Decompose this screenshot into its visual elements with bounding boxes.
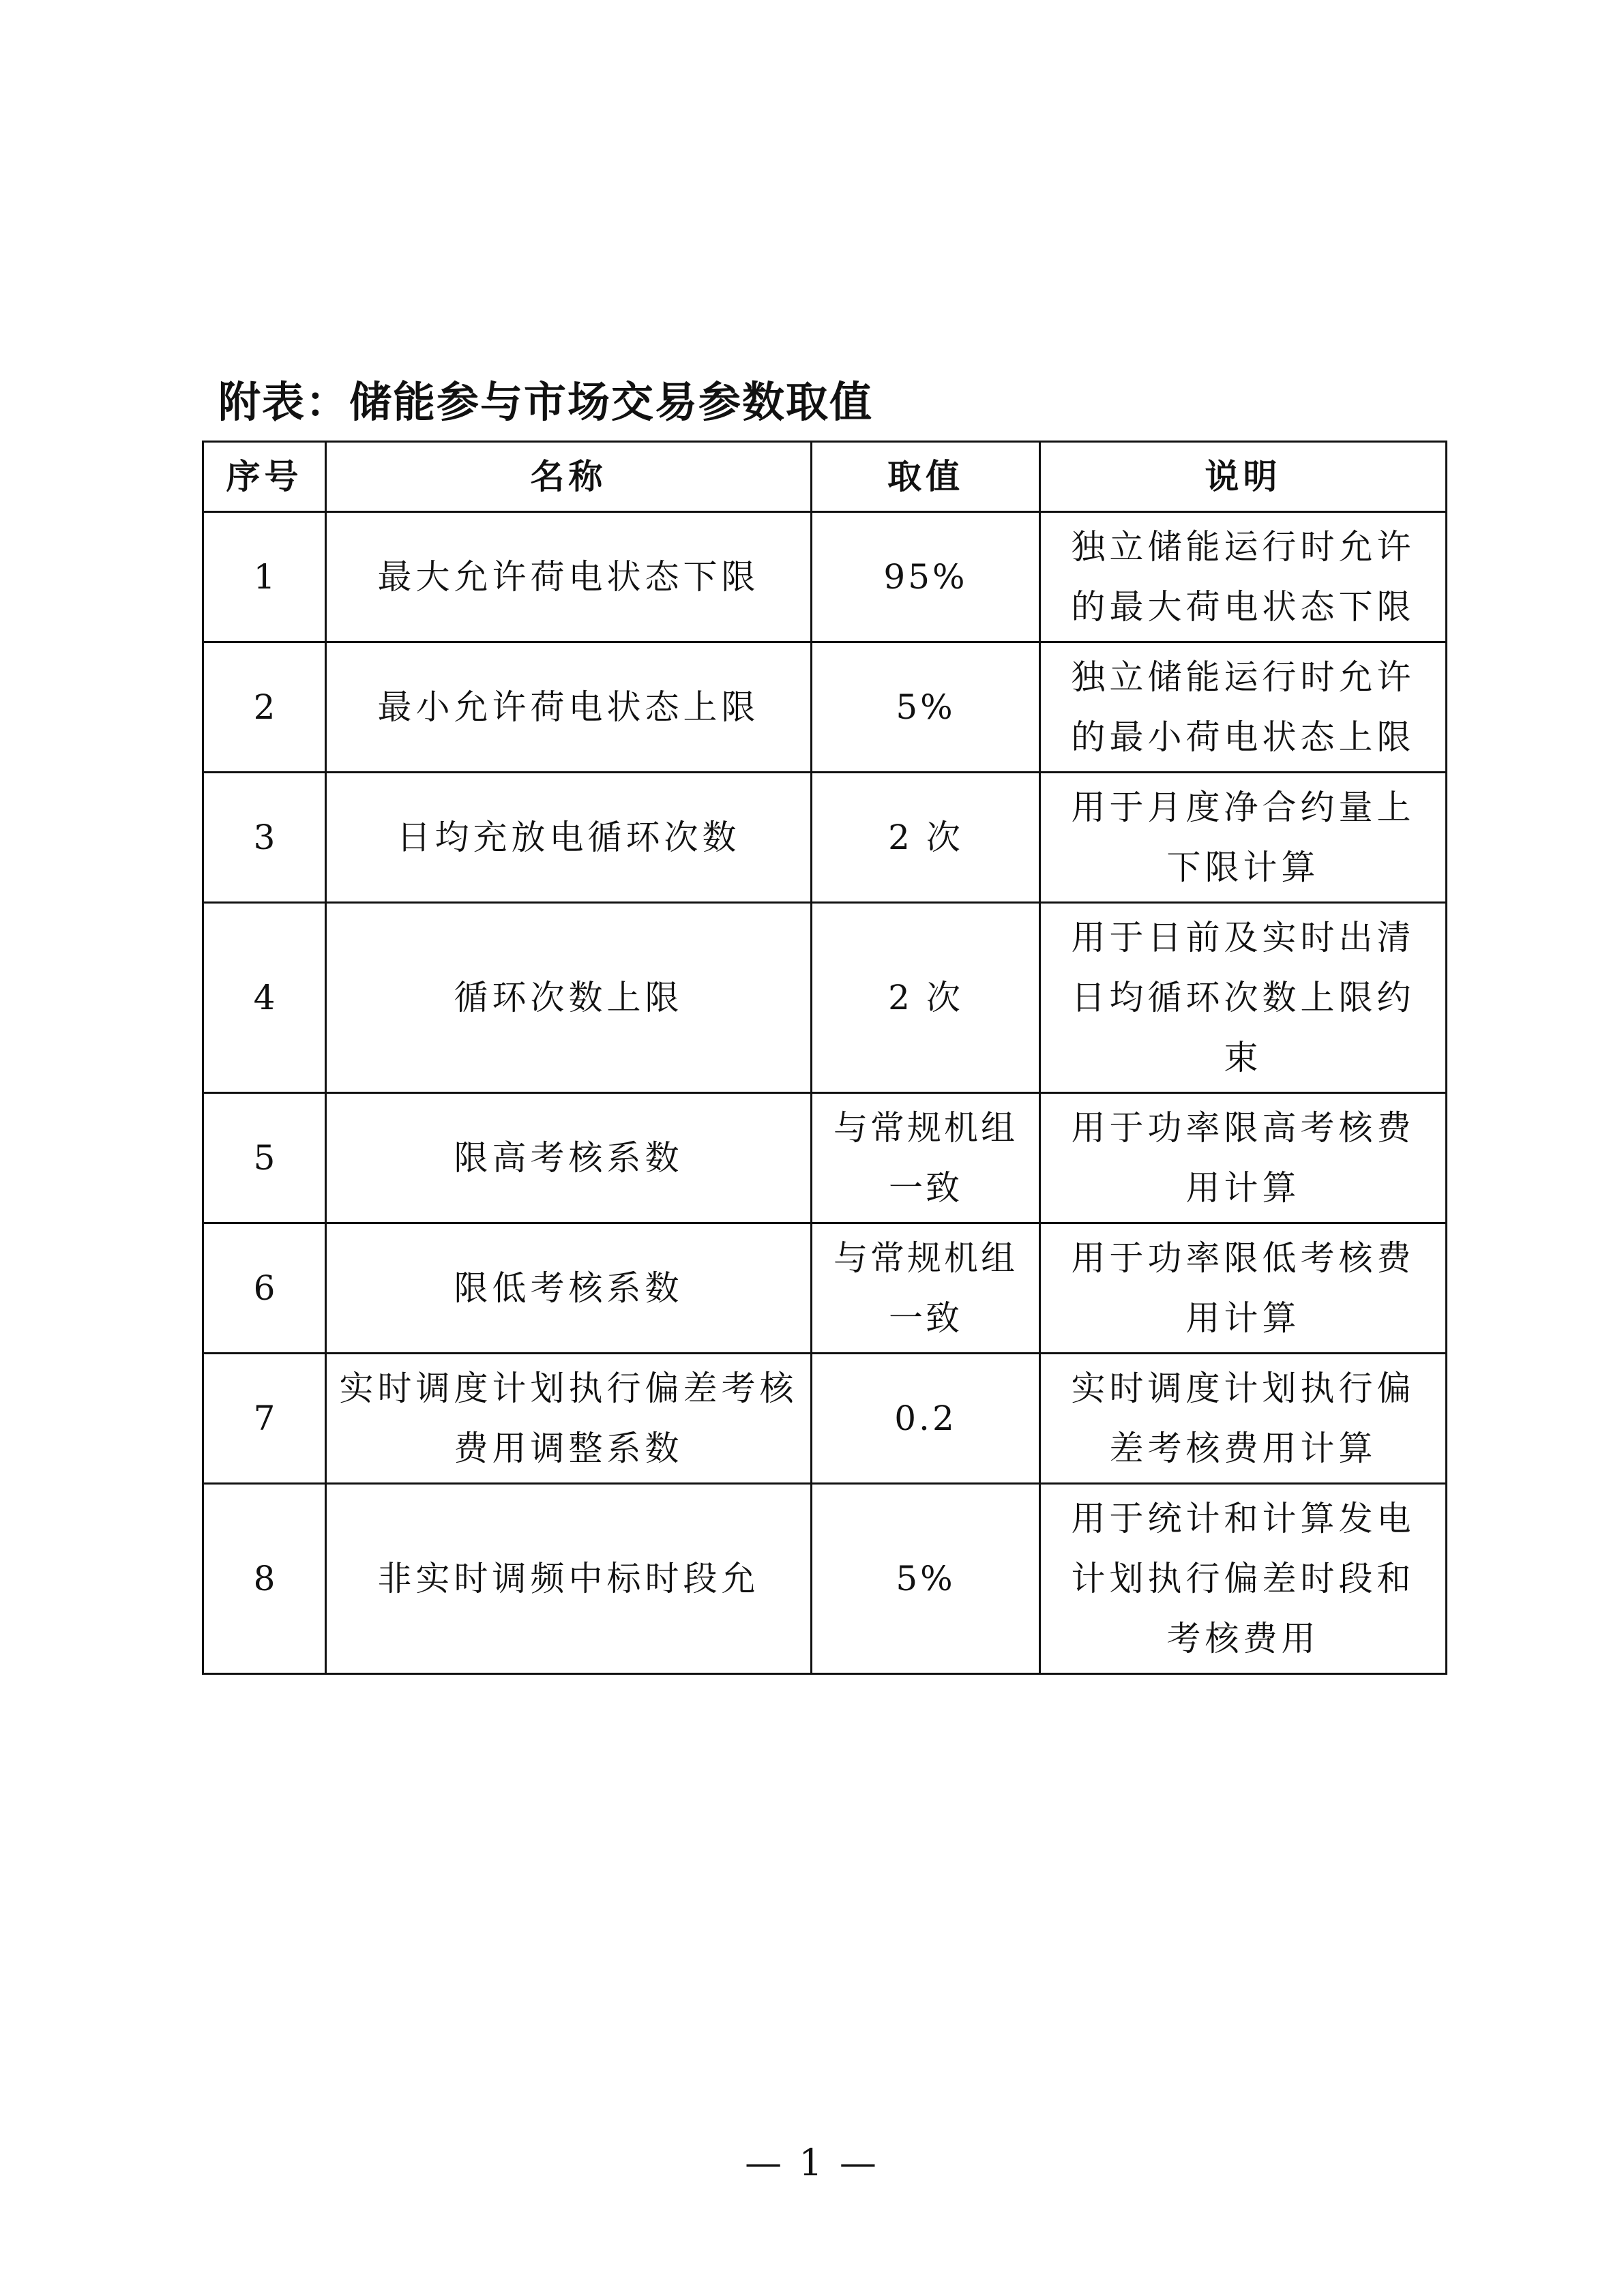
header-name: 名称 xyxy=(326,442,812,512)
table-row xyxy=(203,1484,1447,1674)
cell-value: 与常规机组一致 xyxy=(812,1223,1040,1354)
cell-value: 5% xyxy=(812,1484,1040,1674)
page-number: — 1 — xyxy=(745,2141,879,2184)
cell-value: 5% xyxy=(812,642,1040,773)
cell-value: 2 次 xyxy=(812,903,1040,1093)
cell-desc: 用于月度净合约量上下限计算 xyxy=(1040,773,1447,903)
cell-desc: 独立储能运行时允许的最小荷电状态上限 xyxy=(1040,642,1447,773)
cell-value: 0.2 xyxy=(812,1354,1040,1484)
cell-no: 2 xyxy=(203,642,326,773)
cell-no: 3 xyxy=(203,773,326,903)
cell-desc: 用于日前及实时出清日均循环次数上限约束 xyxy=(1040,903,1447,1093)
cell-desc: 用于功率限高考核费用计算 xyxy=(1040,1093,1447,1223)
cell-no: 7 xyxy=(203,1354,326,1484)
cell-name: 日均充放电循环次数 xyxy=(326,773,812,903)
cell-name: 非实时调频中标时段允 xyxy=(326,1484,812,1674)
cell-no: 5 xyxy=(203,1093,326,1223)
table-row xyxy=(203,1354,1447,1484)
header-value: 取值 xyxy=(812,442,1040,512)
cell-value: 与常规机组一致 xyxy=(812,1093,1040,1223)
cell-desc: 用于统计和计算发电计划执行偏差时段和考核费用 xyxy=(1040,1484,1447,1674)
cell-no: 8 xyxy=(203,1484,326,1674)
cell-name: 循环次数上限 xyxy=(326,903,812,1093)
cell-value: 95% xyxy=(812,512,1040,642)
header-desc: 说明 xyxy=(1040,442,1447,512)
cell-no: 1 xyxy=(203,512,326,642)
cell-name: 最大允许荷电状态下限 xyxy=(326,512,812,642)
cell-value: 2 次 xyxy=(812,773,1040,903)
cell-no: 4 xyxy=(203,903,326,1093)
table-row xyxy=(203,642,1447,773)
parameter-table xyxy=(202,441,1447,1675)
header-no: 序号 xyxy=(203,442,326,512)
table-row xyxy=(203,1223,1447,1354)
cell-no: 6 xyxy=(203,1223,326,1354)
cell-name: 最小允许荷电状态上限 xyxy=(326,642,812,773)
cell-desc: 实时调度计划执行偏差考核费用计算 xyxy=(1040,1354,1447,1484)
table-row xyxy=(203,903,1447,1093)
table-row xyxy=(203,512,1447,642)
cell-name: 限高考核系数 xyxy=(326,1093,812,1223)
cell-name: 实时调度计划执行偏差考核费用调整系数 xyxy=(326,1354,812,1484)
page-title: 附表：储能参与市场交易参数取值 xyxy=(218,377,874,427)
cell-name: 限低考核系数 xyxy=(326,1223,812,1354)
cell-desc: 独立储能运行时允许的最大荷电状态下限 xyxy=(1040,512,1447,642)
cell-desc: 用于功率限低考核费用计算 xyxy=(1040,1223,1447,1354)
table-header-row xyxy=(203,442,1447,512)
table-row xyxy=(203,1093,1447,1223)
table-row xyxy=(203,773,1447,903)
